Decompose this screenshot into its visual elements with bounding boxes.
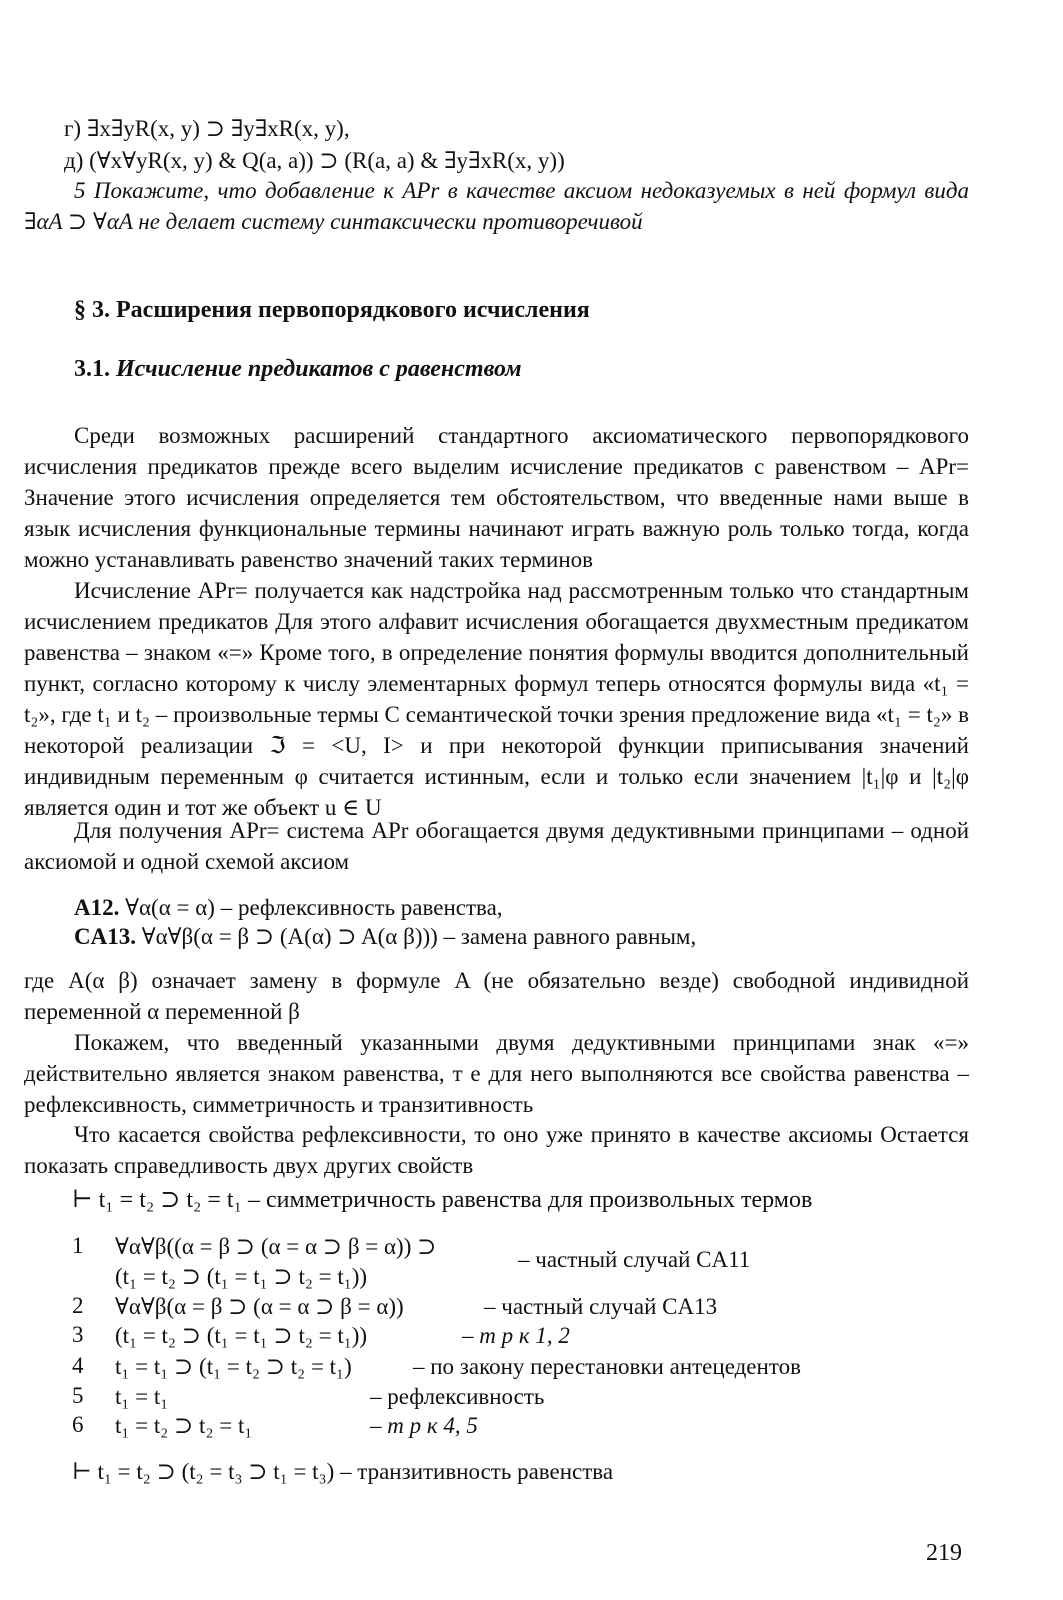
formula-g: г) ∃x∃yR(x, y) ⊃ ∃y∃xR(x, y),	[64, 116, 350, 141]
proof-step-number: 1	[72, 1233, 84, 1258]
axiom-a12	[74, 894, 503, 922]
paragraph-3: Для получения APr= система APr обогащается двумя дедуктивными принципами – одной аксиомой и одной схемой аксиом	[24, 818, 969, 874]
proof-step-note: – частный случай CA11	[518, 1247, 751, 1272]
proof-step-note: – рефлексивность	[370, 1384, 545, 1409]
subsection-heading	[74, 356, 522, 383]
paragraph-6: Что касается свойства рефлексивности, то оно уже принято в качестве аксиомы Остается показать справедливость двух других свойств	[24, 1122, 969, 1178]
proof-step-formula: ∀α∀β((α = β ⊃ (α = α ⊃ β = α)) ⊃	[115, 1234, 437, 1259]
axiom-a12-text: ∀α(α = α) – рефлексивность равенства,	[125, 895, 503, 920]
page-number: 219	[926, 1540, 962, 1566]
subsection-title: Исчисление предикатов с равенством	[116, 356, 522, 382]
proof-step-number: 5	[72, 1383, 84, 1408]
axiom-ca13	[74, 923, 696, 951]
proof-step-formula: (t₁ = t₂ ⊃ (t₁ = t₁ ⊃ t₂ = t₁))	[115, 1323, 368, 1348]
axiom-ca13-label: CA13.	[74, 924, 136, 949]
proof-step-number: 6	[72, 1412, 84, 1437]
proof-step-number: 2	[72, 1293, 84, 1318]
proof-step-formula: t₁ = t₁ ⊃ (t₁ = t₂ ⊃ t₂ = t₁)	[115, 1354, 352, 1379]
section-title: § 3. Расширения первопорядкового исчисления	[74, 297, 590, 323]
proof-step-note: – по закону перестановки антецедентов	[413, 1354, 801, 1379]
formula-d: д) (∀x∀yR(x, y) & Q(a, a)) ⊃ (R(a, a) & ∃y∃xR(x, y))	[64, 148, 565, 173]
proof-step-number: 4	[72, 1353, 84, 1378]
proof-step-note: – частный случай CA13	[484, 1294, 718, 1319]
proof-step-formula: ∀α∀β(α = β ⊃ (α = α ⊃ β = α))	[115, 1294, 404, 1319]
proof-step-formula: t₁ = t₁	[115, 1384, 169, 1409]
symmetry-claim: ⊢ t₁ = t₂ ⊃ t₂ = t₁ – симметричность равенства для произвольных термов	[72, 1187, 813, 1213]
paragraph-4: где A(α β) означает замену в формуле A (не обязательно везде) свободной индивидной переменной α переменной β	[24, 968, 969, 1024]
proof-step-formula-cont: (t₁ = t₂ ⊃ (t₁ = t₁ ⊃ t₂ = t₁))	[115, 1264, 368, 1289]
proof-step-note: – m p к 1, 2	[462, 1323, 570, 1348]
axiom-a12-label: A12.	[74, 895, 120, 920]
axiom-ca13-text: ∀α∀β(α = β ⊃ (A(α) ⊃ A(α β))) – замена равного равным,	[141, 924, 697, 949]
transitivity-claim: ⊢ t₁ = t₂ ⊃ (t₂ = t₃ ⊃ t₁ = t₃) – транзитивность равенства	[72, 1459, 614, 1484]
proof-step-number: 3	[72, 1322, 84, 1347]
paragraph-1: Среди возможных расширений стандартного аксиоматического первопорядкового исчисления предикатов прежде всего выделим исчисление предикатов с равенством – APr= Значение этого исчисления определяется тем обстоятельством, что введенные нами выше в язык исчисления функциональные термины начинают играть важную роль только тогда, когда можно устанавливать равенство значений таких терминов	[24, 423, 969, 572]
exercise-5: 5 Покажите, что добавление к APr в качестве аксиом недоказуемых в ней формул вида ∃αA ⊃ ∀αA не делает систему синтаксически противоречивой	[24, 178, 969, 234]
proof-step-formula: t₁ = t₂ ⊃ t₂ = t₁	[115, 1413, 253, 1438]
subsection-number: 3.1.	[74, 356, 110, 382]
paragraph-2: Исчисление APr= получается как надстройка над рассмотренным только что стандартным исчислением предикатов Для этого алфавит исчисления обогащается двухместным предикатом равенства – знаком «=» Кроме того, в определение понятия формулы вводится дополнительный пункт, согласно которому к числу элементарных формул теперь относятся формулы вида «t₁ = t₂», где t₁ и t₂ – произвольные термы С семантической точки зрения предложение вида «t₁ = t₂» в некоторой реализации ℑ = <U, I> и при некоторой функции приписывания значений индивидным переменным φ считается истинным, если и только если значением |t₁|φ и |t₂|φ является один и тот же объект u ∈ U	[24, 578, 969, 820]
paragraph-5: Покажем, что введенный указанными двумя дедуктивными принципами знак «=» действительно является знаком равенства, т е для него выполняются все свойства равенства – рефлексивность, симметричность и транзитивность	[24, 1030, 969, 1117]
proof-step-note: – m p к 4, 5	[370, 1413, 478, 1438]
